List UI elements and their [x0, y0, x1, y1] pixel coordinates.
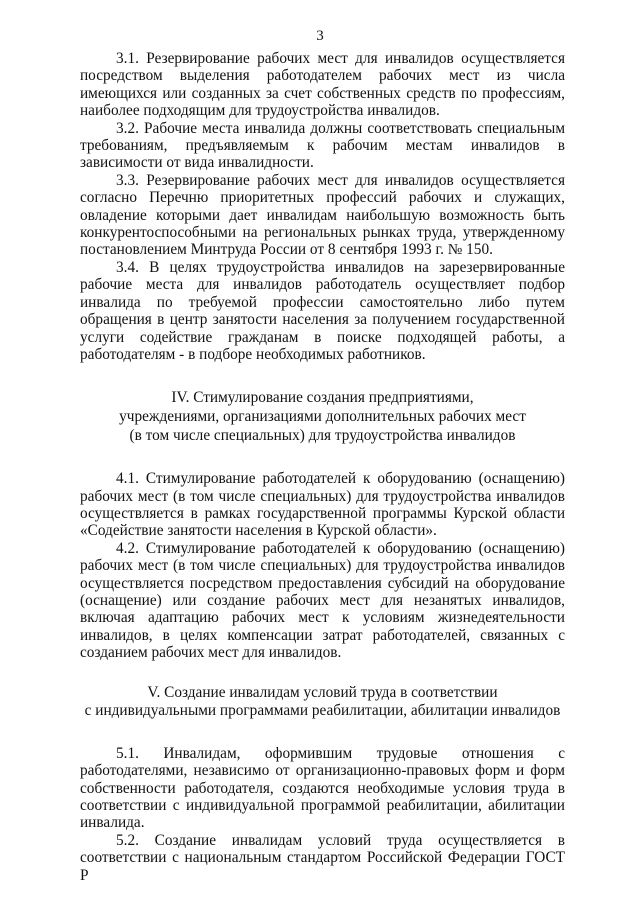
paragraph-4-2: 4.2. Стимулирование работодателей к оборудованию (оснащению) рабочих мест (в том числе специальных) для трудоустройства инвалидов осуществляется посредством предоставления субсидий на оборудование (оснащение) или создание рабочих мест для незанятых инвалидов, включая адаптацию рабочих мест к условиям жизнедеятельности инвалидов, в целях компенсации затрат работодателей, связанных с созданием рабочих мест для инвалидов. — [80, 539, 565, 662]
paragraph-5-1: 5.1. Инвалидам, оформившим трудовые отношения с работодателями, независимо от организационно-правовых форм и форм собственности работодателя, создаются необходимые условия труда в соответствии с индивидуальной программой реабилитации, абилитации инвалида. — [80, 744, 565, 832]
paragraph-4-1: 4.1. Стимулирование работодателей к оборудованию (оснащению) рабочих мест (в том числе специальных) для трудоустройства инвалидов осуществляется в рамках государственной программы Курской области «Содействие занятости населения в Курской области». — [80, 470, 565, 540]
heading-line: с индивидуальными программами реабилитации, абилитации инвалидов — [84, 702, 561, 720]
paragraph-5-2: 5.2. Создание инвалидам условий труда осуществляется в соответствии с национальным стандартом Российской Федерации ГОСТ Р — [80, 831, 565, 884]
page-number: 3 — [316, 28, 324, 44]
section-heading-5 — [80, 684, 565, 721]
paragraph-3-4: 3.4. В целях трудоустройства инвалидов на зарезервированные рабочие места для инвалидов работодатель осуществляет подбор инвалида по требуемой профессии самостоятельно либо путем обращения в центр занятости населения за получением государственной услуги содействие гражданам в поиске подходящей работы, а работодателям - в подборе необходимых работников. — [80, 258, 565, 363]
section-5 — [80, 684, 565, 884]
section-3 — [80, 50, 565, 363]
paragraph-3-3: 3.3. Резервирование рабочих мест для инвалидов осуществляется согласно Перечню приоритетных профессий рабочих и служащих, овладение которыми дает инвалидам наибольшую возможность быть конкурентоспособными на региональных рынках труда, утвержденному постановлением Минтруда России от 8 сентября 1993 г. № 150. — [80, 171, 565, 259]
heading-line: (в том числе специальных) для трудоустройства инвалидов — [129, 426, 516, 444]
section-4 — [80, 389, 565, 661]
section-heading-4 — [80, 389, 565, 445]
paragraph-3-2: 3.2. Рабочие места инвалида должны соответствовать специальным требованиям, предъявляемым к рабочим местам инвалидов в зависимости от вида инвалидности. — [80, 119, 565, 172]
heading-line: учреждениями, организациями дополнительных рабочих мест — [119, 407, 526, 425]
heading-line: IV. Стимулирование создания предприятиями, — [171, 389, 474, 407]
document-body — [80, 50, 565, 884]
paragraph-3-1: 3.1. Резервирование рабочих мест для инвалидов осуществляется посредством выделения работодателем рабочих мест из числа имеющихся или созданных за счет собственных средств по профессиям, наиболее подходящим для трудоустройства инвалидов. — [80, 50, 565, 120]
heading-line: V. Создание инвалидам условий труда в соответствии — [147, 683, 498, 701]
